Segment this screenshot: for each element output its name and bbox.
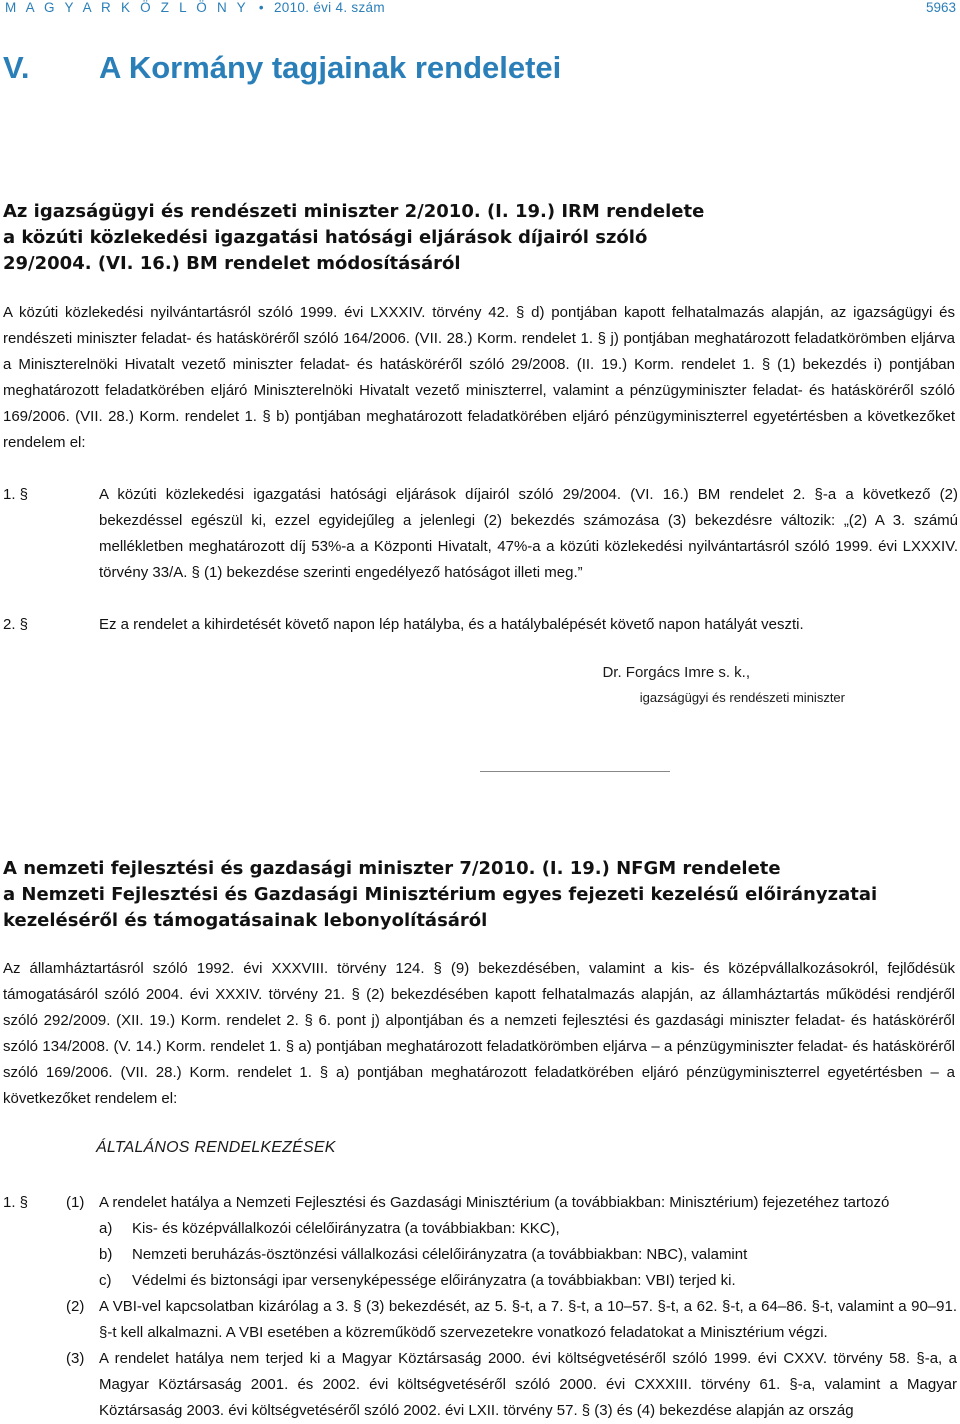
item-letter: a) xyxy=(99,1220,113,1237)
decree2-title-line: a Nemzeti Fejlesztési és Gazdasági Minisztérium egyes fejezeti kezelésű előirányzatai xyxy=(3,884,878,905)
subheading: ÁLTALÁNOS RENDELKEZÉSEK xyxy=(96,1139,336,1156)
decree1-title-line: a közúti közlekedési igazgatási hatósági eljárások díjairól szóló xyxy=(3,227,648,248)
paragraph-number: (1) xyxy=(66,1194,85,1211)
running-header xyxy=(5,0,385,15)
signature-role: igazságügyi és rendészeti miniszter xyxy=(639,690,845,705)
paragraph-number: (2) xyxy=(66,1298,85,1315)
decree1-title-line: Az igazságügyi és rendészeti miniszter 2/2010. (I. 19.) IRM rendelete xyxy=(3,201,705,222)
paragraph-text: A VBI-vel kapcsolatban kizárólag a 3. § (3) bekezdését, az 5. §-t, a 7. §-t, a 10–57. §-t, a 62. §-t, a 64–86. §-t, valamint a 90–91. §-t kell alkalmazni. A VBI esetében a közreműködő szervezetekre vonatkozó feladatokat a Minisztérium végzi. xyxy=(99,1298,957,1341)
section-label: 1. § xyxy=(3,486,29,503)
item-letter: c) xyxy=(99,1272,112,1289)
section-title: A Kormány tagjainak rendeletei xyxy=(99,50,562,85)
divider xyxy=(480,771,670,772)
item-letter: b) xyxy=(99,1246,113,1263)
paragraph-text: A rendelet hatálya nem terjed ki a Magyar Köztársaság 2000. évi költségvetéséről szóló 1999. évi CXXV. törvény 58. §-a, a Magyar Köztársaság 2001. és 2002. évi költségvetéséről szóló 2000. évi CXXXIII. törvény 61. §-a, valamint a Magyar Köztársaság 2003. évi költségvetéséről szóló 2002. évi LXII. törvény 57. § (3) és (4) bekezdése alapján az ország xyxy=(99,1350,957,1419)
signature-name: Dr. Forgács Imre s. k., xyxy=(602,664,750,681)
paragraph-text: A rendelet hatálya a Nemzeti Fejlesztési és Gazdasági Minisztérium (a továbbiakban: Minisztérium) fejezetéhez tartozó xyxy=(99,1194,890,1211)
issue-label: 2010. évi 4. szám xyxy=(273,0,385,15)
section-heading xyxy=(3,50,561,86)
section-number: V. xyxy=(3,50,30,85)
header-bullet: • xyxy=(258,0,264,15)
decree1-title xyxy=(3,199,955,277)
section-body: A közúti közlekedési igazgatási hatósági eljárások díjairól szóló 29/2004. (VI. 16.) BM rendelet 2. §-a a következő (2) bekezdéssel egészül ki, ezzel egyidejűleg a jelenlegi (2) bekezdés számozása (3) bekezdésre változik: xyxy=(99,486,958,529)
decree2-title-line: A nemzeti fejlesztési és gazdasági miniszter 7/2010. (I. 19.) NFGM rendelete xyxy=(3,858,781,879)
decree1-preamble: A közúti közlekedési nyilvántartásról szóló 1999. évi LXXXIV. törvény 42. § d) pontjában kapott felhatalmazás alapján, az igazságügyi és rendészeti miniszter feladat- és hatásköréről szóló 164/2006. (VII. 28.) Korm. rendelet 1. § j) pontjában meghatározott feladatkörömben eljárva a Miniszterelnöki Hivatalt vezető miniszter feladat- és hatásköréről szóló 29/2008. (II. 19.) Korm. rendelet 1. § (1) bekezdés i) pontjában meghatározott feladatkörében eljáró Miniszterelnöki Hivatalt vezető miniszterrel, valamint a pénzügyminiszter feladat- és hatásköréről szóló 169/2006. (VII. 28.) Korm. rendelet 1. § b) pontjában meghatározott feladatkörében eljáró pénzügyminiszterrel egyetértésben a következőket rendelem el: xyxy=(3,304,955,451)
decree2-section-label: 1. § xyxy=(3,1194,29,1211)
page-number: 5963 xyxy=(925,0,956,15)
section-text xyxy=(99,482,958,586)
journal-name: M A G Y A R K Ö Z L Ö N Y xyxy=(5,0,249,15)
section-label: 2. § xyxy=(3,616,29,633)
decree2-title xyxy=(3,856,955,934)
quoted-amendment: „(2) A 3. számú mellékletben meghatározott díj 53%-a a Központi Hivatalt, 47%-a a közúti közlekedési nyilvántartásról szóló 1999. évi LXXXIV. törvény 33/A. § (1) bekezdése szerinti engedélyező hatóságot illeti meg.” xyxy=(99,512,959,581)
item-text: Kis- és középvállalkozói célelőirányzatra (a továbbiakban: KKC), xyxy=(132,1220,560,1237)
decree2-title-line: kezeléséről és támogatásainak lebonyolításáról xyxy=(3,910,488,931)
decree1-title-line: 29/2004. (VI. 16.) BM rendelet módosításáról xyxy=(3,253,461,274)
decree1-section-1 xyxy=(3,482,958,586)
decree1-section-2 xyxy=(3,612,958,638)
section-text: Ez a rendelet a kihirdetését követő napon lép hatályba, és a hatálybalépését követő napon hatályát veszti. xyxy=(99,616,804,633)
item-text: Nemzeti beruházás-ösztönzési vállalkozási célelőirányzatra (a továbbiakban: NBC), valamint xyxy=(132,1246,748,1263)
item-text: Védelmi és biztonsági ipar versenyképessége előirányzatra (a továbbiakban: VBI) terjed ki. xyxy=(132,1272,736,1289)
paragraph-number: (3) xyxy=(66,1350,85,1367)
decree2-preamble: Az államháztartásról szóló 1992. évi XXXVIII. törvény 124. § (9) bekezdésében, valamint a kis- és középvállalkozásokról, fejlődésük támogatásáról szóló 2004. évi XXXIV. törvény 21. § (2) bekezdésében kapott felhatalmazás alapján, az államháztartás működési rendjéről szóló 292/2009. (XII. 19.) Korm. rendelet 2. § 6. pont j) alpontjában és a nemzeti fejlesztési és gazdasági miniszter feladat- és hatásköréről szóló 134/2008. (V. 14.) Korm. rendelet 1. § a) pontjában meghatározott feladatkörömben eljárva – a pénzügyminiszter feladat- és hatásköréről szóló 169/2006. (VII. 28.) Korm. rendelet 1. § a) pontjában meghatározott feladatkörében eljáró pénzügyminiszterrel egyetértésben – a következőket rendelem el: xyxy=(3,960,955,1107)
